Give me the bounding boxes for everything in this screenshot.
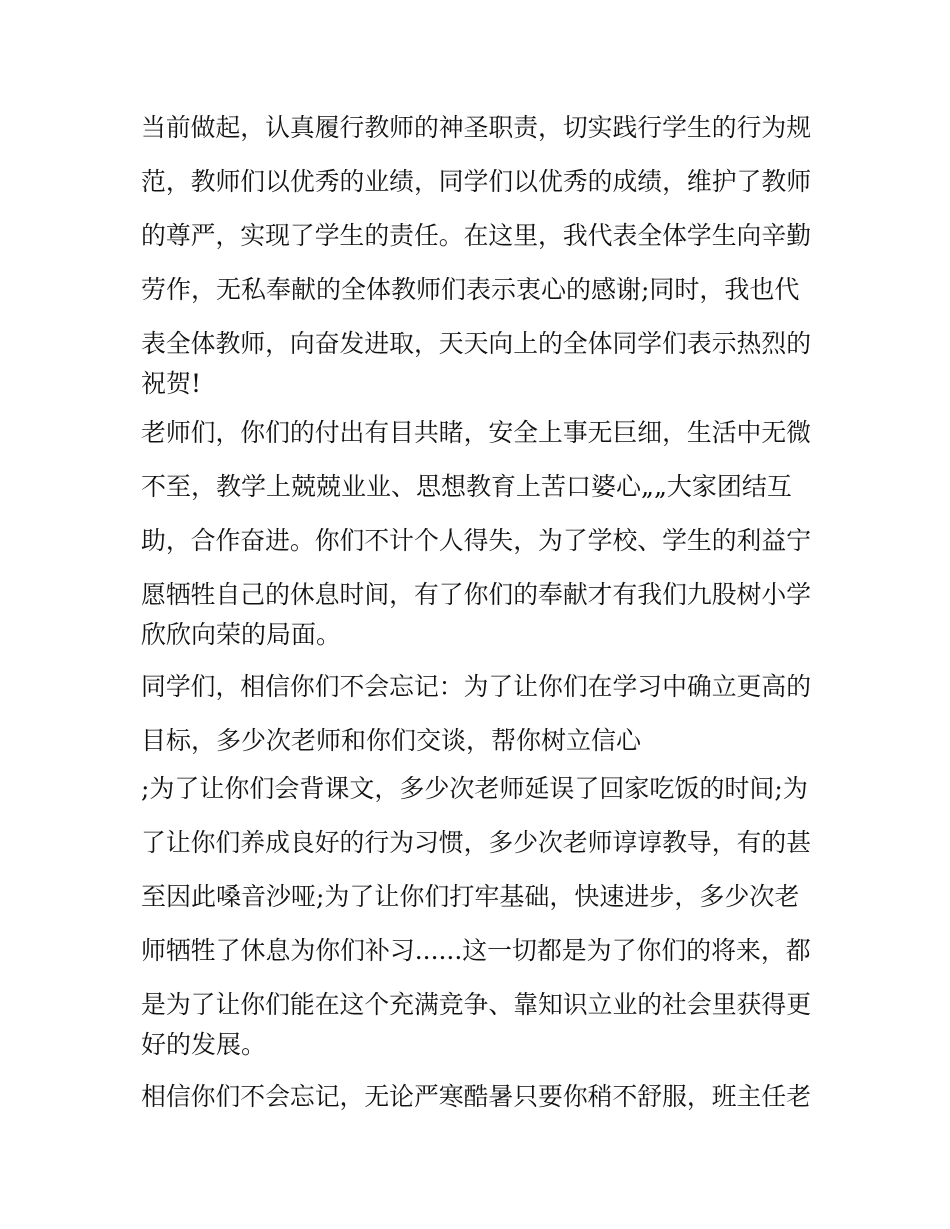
text-line: 是为了让你们能在这个充满竞争、靠知识立业的社会里获得更 xyxy=(141,990,812,1019)
text-line: 好的发展。 xyxy=(141,1030,267,1059)
text-line: 表全体教师，向奋发进取，天天向上的全体同学们表示热烈的 xyxy=(141,329,812,358)
text-line: 祝贺! xyxy=(141,369,202,398)
text-line: 至因此嗓音沙哑;为了让你们打牢基础，快速进步，多少次老 xyxy=(141,882,800,911)
text-line: 相信你们不会忘记，无论严寒酷暑只要你稍不舒服，班主任老 xyxy=(141,1082,812,1111)
text-line: 助，合作奋进。你们不计个人得失，为了学校、学生的利益宁 xyxy=(141,526,812,555)
text-line: ;为了让你们会背课文，多少次老师延误了回家吃饭的时间;为 xyxy=(141,774,808,803)
text-line: 老师们，你们的付出有目共睹，安全上事无巨细，生活中无微 xyxy=(141,418,812,447)
text-line: 愿牺牲自己的休息时间，有了你们的奉献才有我们九股树小学 xyxy=(141,580,812,609)
text-line: 的尊严，实现了学生的责任。在这里，我代表全体学生向辛勤 xyxy=(141,221,812,250)
text-line: 不至，教学上兢兢业业、思想教育上苦口婆心„„大家团结互 xyxy=(141,472,792,501)
text-line: 当前做起，认真履行教师的神圣职责，切实践行学生的行为规 xyxy=(141,113,812,142)
text-line: 欣欣向荣的局面。 xyxy=(141,620,342,649)
text-line: 目标，多少次老师和你们交谈，帮你树立信心 xyxy=(141,726,642,755)
text-line: 劳作，无私奉献的全体教师们表示衷心的感谢;同时，我也代 xyxy=(141,275,800,304)
text-line: 了让你们养成良好的行为习惯，多少次老师谆谆教导，有的甚 xyxy=(141,828,812,857)
text-line: 同学们，相信你们不会忘记：为了让你们在学习中确立更高的 xyxy=(141,672,812,701)
text-line: 范，教师们以优秀的业绩，同学们以优秀的成绩，维护了教师 xyxy=(141,167,812,196)
text-line: 师牺牲了休息为你们补习......这一切都是为了你们的将来，都 xyxy=(141,936,811,965)
